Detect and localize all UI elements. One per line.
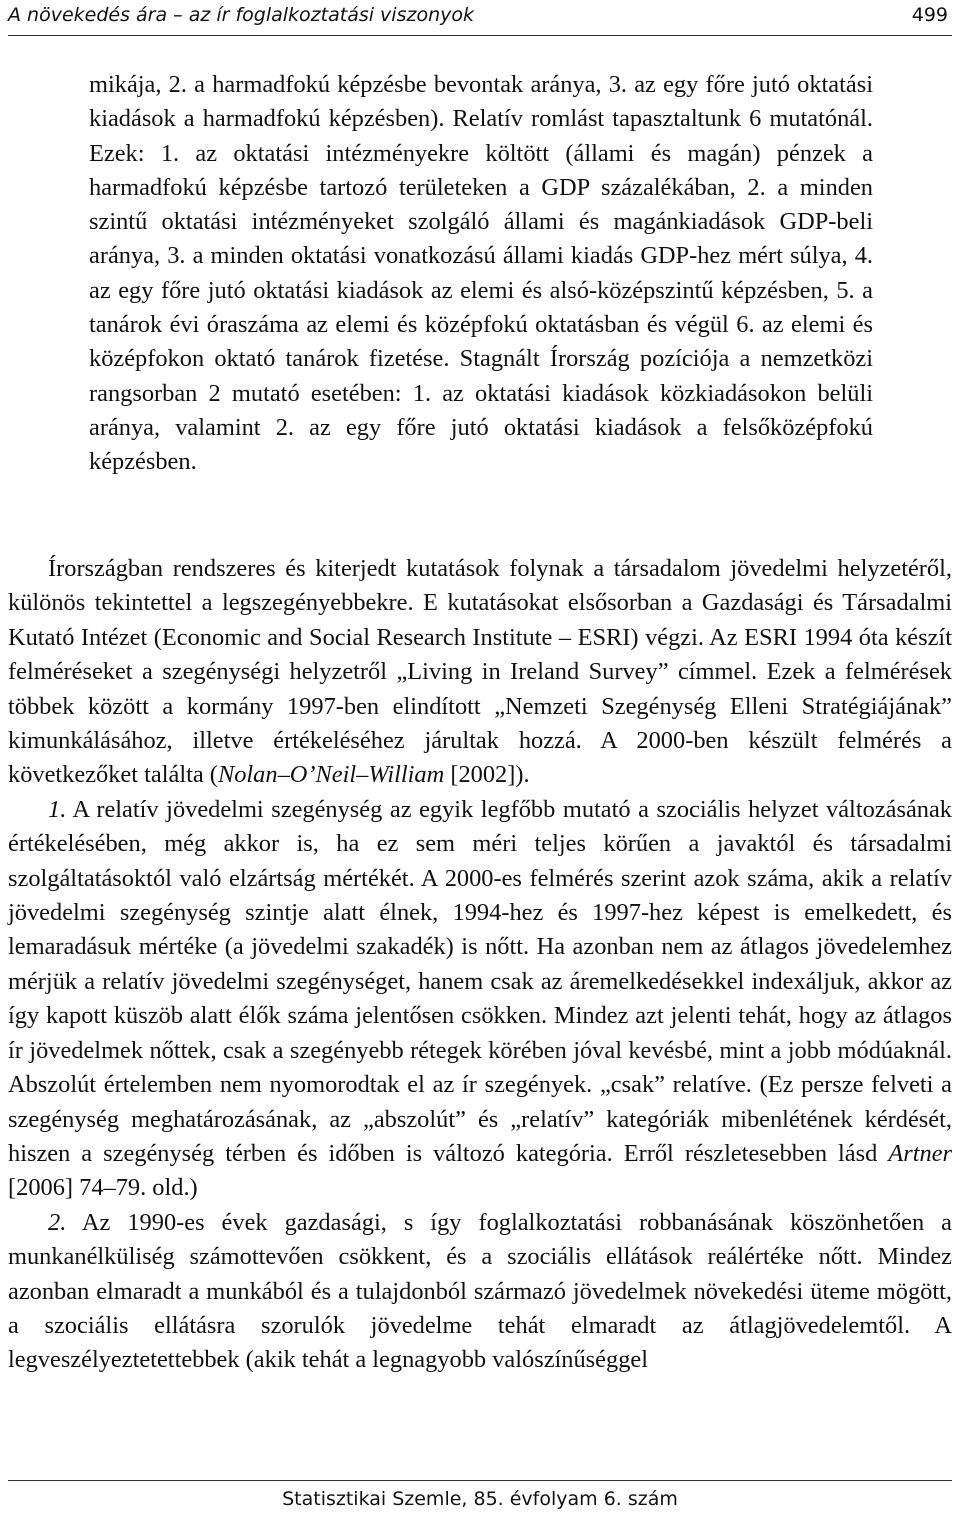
running-title: A növekedés ára – az ír foglalkoztatási viszonyok — [8, 4, 474, 26]
paragraph-text: Írországban rendszeres és kiterjedt kutatások folynak a társadalom jövedelmi helyzetéről, különös tekintettel a legszegényebbekre. E kutatásokat elsősorban a Gazdasági és Társadalmi Kutató Intézet (Economic and Social Research Institute – ESRI) végzi. Az ESRI 1994 óta készít felméréseket a szegénységi helyzetről „Living in Ireland Survey” címmel. Ezek a felmérések többek között a kormány 1997-ben elindított „Nemzeti Szegénység Elleni Stratégiájának” kimunkálásához, illetve értékeléséhez járultak hozzá. A 2000-ben készült felmérés a következőket találta ( — [8, 555, 952, 789]
header-rule — [8, 35, 952, 36]
running-header — [8, 0, 952, 30]
indented-block — [89, 68, 873, 480]
paragraph-text: Az 1990-es évek gazdasági, s így foglalkoztatási robbanásának köszönhetően a munkanélküliség számottevően csökkent, és a szociális ellátások reálértéke nőtt. Mindez azonban elmaradt a munkából és a tulajdonból származó jövedelmek növekedési üteme mögött, a szociális ellátásra szorulók jövedelme tehát elmaradt az átlagjövedelemtől. A legveszélyeztetettebbek (akik tehát a legnagyobb valószínűséggel — [8, 1208, 952, 1374]
paragraph-text: A relatív jövedelmi szegénység az egyik legfőbb mutató a szociális helyzet változásának értékelésében, még akkor is, ha ez sem méri teljes körűen a javaktól és társadalmi szolgáltatásoktól való elzártság mértékét. A 2000-es felmérés szerint azok száma, akik a relatív jövedelmi szegénység szintje alatt élnek, 1994-hez és 1997-hez képest is emelkedett, és lemaradásuk mértéke (a jövedelmi szakadék) is nőtt. Ha azonban nem az átlagos jövedelemhez mérjük a relatív jövedelmi szegénységet, hanem csak az áremelkedésekkel indexáljuk, akkor az így kapott küszöb alatt élők száma jelentősen csökken. Mindez azt jelenti tehát, hogy az átlagos ír jövedelmek nőttek, csak a szegényebb rétegek körében jóval kevésbé, mint a jobb módúaknál. Abszolút értelemben nem nyomorodtak el az ír szegények. „csak” relatíve. (Ez persze felveti a szegénység meghatározásának, az „abszolút” és „relatív” kategóriák mibenlétének kérdését, hiszen a szegénység térben és időben is változó kategória. Erről részletesebben lásd — [8, 795, 952, 1167]
paragraph-survey — [8, 552, 952, 793]
item-number: 2. — [48, 1208, 67, 1236]
citation-tail: [2002]). — [444, 761, 530, 789]
main-text — [8, 552, 952, 1378]
page-number: 499 — [911, 4, 948, 26]
indented-paragraph: mikája, 2. a harmadfokú képzésbe bevontak aránya, 3. az egy főre jutó oktatási kiadások a harmadfokú képzésben). Relatív romlást tapasztaltunk 6 mutatónál. Ezek: 1. az oktatási intézményekre költött (állami és magán) pénzek a harmadfokú képzésbe tartozó területeken a GDP százalékában, 2. a minden szintű oktatási intézményeket szolgáló állami és magánkiadások GDP-beli aránya, 3. a minden oktatási vonatkozású állami kiadás GDP-hez mért súlya, 4. az egy főre jutó oktatási kiadások az elemi és alsó-középszintű képzésben, 5. a tanárok évi óraszáma az elemi és középfokú oktatásban és végül 6. az elemi és középfokon oktató tanárok fizetése. Stagnált Írország pozíciója a nemzetközi rangsorban 2 mutató esetében: 1. az oktatási kiadások közkiadásokon belüli aránya, valamint 2. az egy főre jutó oktatási kiadások a felsőközépfokú képzésben. — [89, 71, 873, 476]
paragraph-point-1 — [8, 793, 952, 1206]
footer-rule — [8, 1480, 952, 1481]
paragraph-point-2 — [8, 1206, 952, 1378]
citation-tail: [2006] 74–79. old.) — [8, 1174, 198, 1202]
item-number: 1. — [48, 795, 67, 823]
journal-footer: Statisztikai Szemle, 85. évfolyam 6. szám — [282, 1488, 678, 1510]
citation: Artner — [888, 1139, 952, 1167]
citation: Nolan–O’Neil–William — [217, 761, 445, 789]
